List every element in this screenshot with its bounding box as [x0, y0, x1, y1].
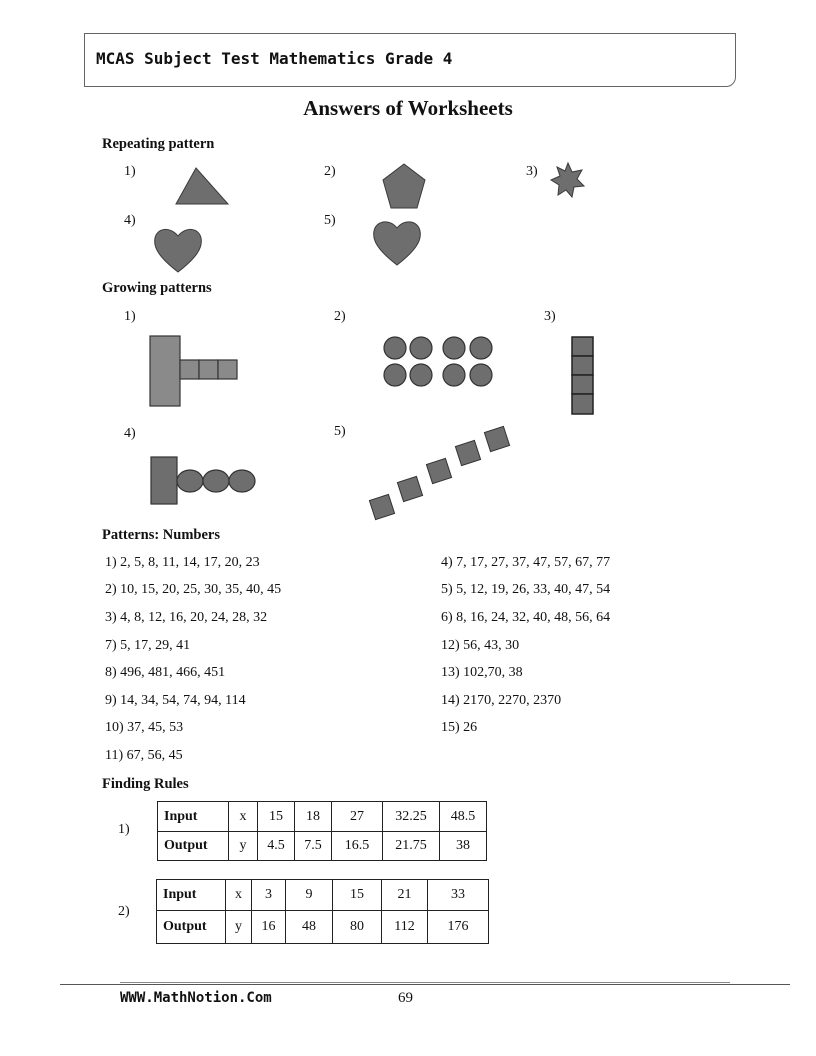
input-cell: 15 — [333, 880, 382, 911]
input-cell: 15 — [258, 802, 295, 832]
input-cell: 3 — [252, 880, 286, 911]
output-cell: 80 — [333, 911, 382, 944]
repeating-label-2: 2) — [324, 164, 336, 179]
input-cell: 9 — [286, 880, 333, 911]
input-label: Input — [157, 880, 226, 911]
heart-shape-1 — [155, 229, 202, 272]
numbers-heading: Patterns: Numbers — [102, 527, 220, 543]
growing-label-4: 4) — [124, 426, 136, 441]
numbers-right-4: 12) 56, 43, 30 — [441, 638, 520, 653]
rules-heading: Finding Rules — [102, 776, 189, 792]
growing-2-circles — [384, 337, 492, 386]
input-cell: 18 — [295, 802, 332, 832]
output-cell: 16 — [252, 911, 286, 944]
rules-table-1-output-row — [158, 832, 487, 861]
numbers-left-8: 11) 67, 56, 45 — [105, 748, 183, 763]
output-label: Output — [158, 832, 229, 861]
numbers-left-6: 9) 14, 34, 54, 74, 94, 114 — [105, 693, 246, 708]
numbers-right-7: 15) 26 — [441, 720, 478, 735]
page-number: 69 — [398, 990, 413, 1006]
repeating-label-5: 5) — [324, 213, 336, 228]
growing-label-5: 5) — [334, 424, 346, 439]
rules-table-2-label: 2) — [118, 904, 130, 919]
output-cell: 16.5 — [332, 832, 383, 861]
numbers-left-1: 1) 2, 5, 8, 11, 14, 17, 20, 23 — [105, 555, 260, 570]
output-var: y — [229, 832, 258, 861]
repeating-heading: Repeating pattern — [102, 136, 215, 152]
numbers-right-5: 13) 102,70, 38 — [441, 665, 523, 680]
output-cell: 21.75 — [383, 832, 440, 861]
numbers-left-7: 10) 37, 45, 53 — [105, 720, 184, 735]
rules-table-1-input-row — [158, 802, 487, 832]
input-cell: 33 — [428, 880, 489, 911]
output-cell: 38 — [440, 832, 487, 861]
output-cell: 48 — [286, 911, 333, 944]
numbers-right-6: 14) 2170, 2270, 2370 — [441, 693, 562, 708]
growing-label-2: 2) — [334, 309, 346, 324]
footer-divider — [60, 984, 790, 985]
page-title: Answers of Worksheets — [303, 96, 513, 120]
input-label: Input — [158, 802, 229, 832]
repeating-label-1: 1) — [124, 164, 136, 179]
input-var: x — [229, 802, 258, 832]
input-cell: 27 — [332, 802, 383, 832]
numbers-right-2: 5) 5, 12, 19, 26, 33, 40, 47, 54 — [441, 582, 611, 597]
repeating-label-3: 3) — [526, 164, 538, 179]
input-cell: 21 — [382, 880, 428, 911]
numbers-right-3: 6) 8, 16, 24, 32, 40, 48, 56, 64 — [441, 610, 611, 625]
output-var: y — [226, 911, 252, 944]
input-cell: 48.5 — [440, 802, 487, 832]
output-cell: 112 — [382, 911, 428, 944]
numbers-right-1: 4) 7, 17, 27, 37, 47, 57, 67, 77 — [441, 555, 611, 570]
output-cell: 4.5 — [258, 832, 295, 861]
growing-label-1: 1) — [124, 309, 136, 324]
output-cell: 176 — [428, 911, 489, 944]
numbers-left-5: 8) 496, 481, 466, 451 — [105, 665, 226, 680]
footer-site: WWW.MathNotion.Com — [120, 990, 272, 1006]
repeating-label-4: 4) — [124, 213, 136, 228]
rules-table-1 — [157, 801, 487, 861]
rules-table-1-label: 1) — [118, 822, 130, 837]
growing-heading: Growing patterns — [102, 280, 212, 296]
star-shape — [551, 163, 584, 197]
rules-table-2 — [156, 879, 489, 944]
growing-1-shape — [150, 336, 237, 406]
numbers-left-3: 3) 4, 8, 12, 16, 20, 24, 28, 32 — [105, 610, 268, 625]
triangle-shape — [176, 168, 228, 204]
header-title: MCAS Subject Test Mathematics Grade 4 — [96, 49, 453, 68]
output-cell: 7.5 — [295, 832, 332, 861]
input-var: x — [226, 880, 252, 911]
rules-table-2-output-row — [157, 911, 489, 944]
output-label: Output — [157, 911, 226, 944]
growing-4-shape — [151, 457, 255, 504]
growing-3-stack — [572, 337, 593, 414]
input-cell: 32.25 — [383, 802, 440, 832]
numbers-left-2: 2) 10, 15, 20, 25, 30, 35, 40, 45 — [105, 582, 282, 597]
heart-shape-2 — [374, 222, 421, 265]
growing-label-3: 3) — [544, 309, 556, 324]
pentagon-shape — [383, 164, 425, 208]
growing-5-diamonds — [369, 426, 509, 519]
numbers-left-4: 7) 5, 17, 29, 41 — [105, 638, 191, 653]
footer-divider-inner — [120, 982, 730, 983]
rules-table-2-input-row — [157, 880, 489, 911]
